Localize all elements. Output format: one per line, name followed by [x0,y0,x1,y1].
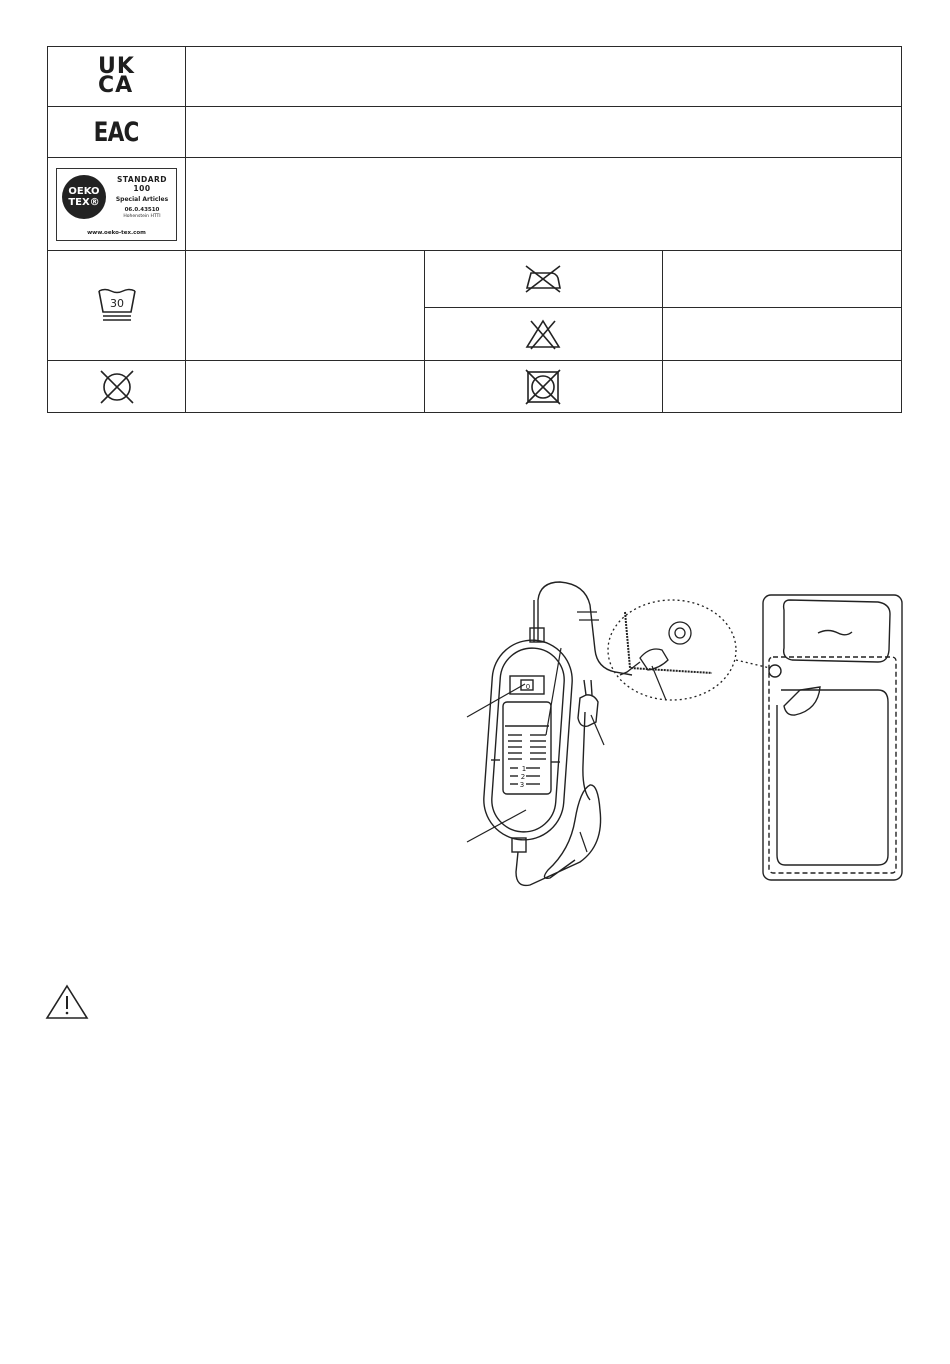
wash-temperature: 30 [109,296,124,310]
oeko-url: www.oeko-tex.com [87,229,146,236]
oeko-category: Special Articles [115,195,169,203]
iron-cell [424,251,663,308]
oeko-number: 100 [133,183,151,193]
ukca-cell [48,47,186,107]
ukca-line1: UK [98,54,135,79]
product-diagram [460,575,910,890]
oeko-standard: STANDARD [116,174,168,184]
plug-icon [578,680,598,726]
do-not-bleach-icon [524,318,562,350]
ukca-mark [98,54,135,98]
leader-lines [467,648,666,852]
bleach-cell [424,308,663,361]
oeko-tex-description [186,158,902,251]
dry-clean-cell [48,361,186,413]
setting-1: 1 [521,765,527,773]
iron-description [663,251,902,308]
wash-cell [48,251,186,361]
eac-cell [48,107,186,158]
wash-30-gentle-icon [97,288,137,324]
controller-icon [481,582,632,885]
connector-detail-icon [577,600,770,700]
oeko-tex-label [56,168,177,241]
oeko-certificate: 06.0.43510 [124,206,160,213]
setting-2: 2 [520,773,526,781]
do-not-tumble-dry-icon [523,369,563,405]
symbols-table [47,46,902,413]
wash-description [186,251,425,361]
ukca-description [186,47,902,107]
tumble-description [663,361,902,413]
eac-mark: EAC [94,116,139,148]
setting-3: 3 [519,781,525,789]
oeko-tex-cell [48,158,186,251]
bed-blanket-icon [763,595,902,880]
controller-display-value: 0 [525,683,531,691]
do-not-dry-clean-icon [97,369,137,405]
tumble-cell [424,361,663,413]
oeko-tex-logo: OEKO TEX® [62,175,106,219]
eac-description [186,107,902,158]
warning-triangle-icon [45,984,89,1020]
oeko-institute: Hohenstein HTTI [123,213,161,219]
ukca-line2: CA [98,73,134,98]
dry-clean-description [186,361,425,413]
bleach-description [663,308,902,361]
do-not-iron-icon [523,264,563,294]
